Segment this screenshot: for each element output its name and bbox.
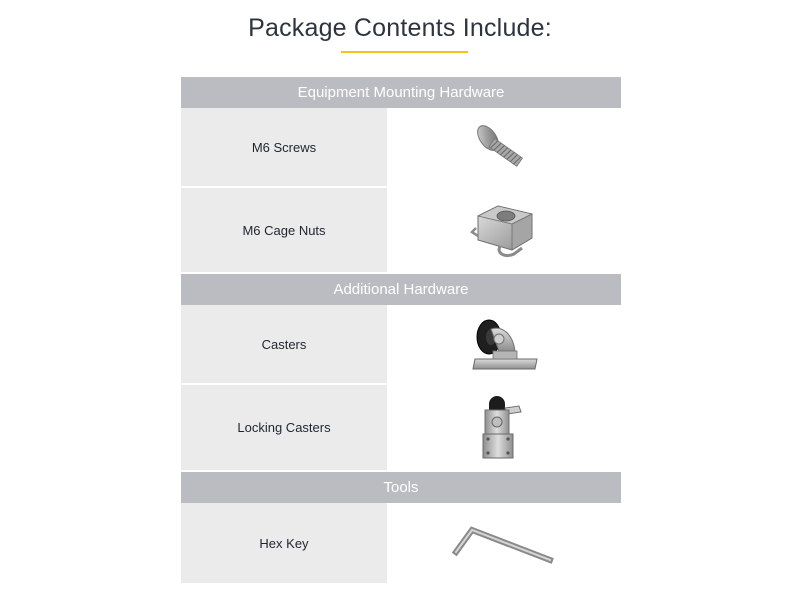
item-image-cell [389, 188, 621, 272]
section-header-tools: Tools [181, 472, 621, 503]
item-label: Hex Key [181, 503, 389, 583]
page-title: Package Contents Include: [248, 14, 552, 42]
hex-key-icon [450, 518, 560, 568]
item-label: Casters [181, 305, 389, 383]
item-image-cell [389, 385, 621, 470]
item-label: Locking Casters [181, 385, 389, 470]
item-image-cell [389, 305, 621, 383]
locking-caster-icon [475, 392, 535, 464]
item-image-cell [389, 503, 621, 583]
section-header-additional-hardware: Additional Hardware [181, 274, 621, 305]
item-image-cell [389, 108, 621, 186]
cage-nut-icon [470, 198, 540, 262]
table-row [181, 188, 621, 274]
table-row [181, 503, 621, 583]
screw-icon [470, 117, 540, 177]
table-row [181, 305, 621, 385]
caster-icon [469, 311, 541, 377]
item-label: M6 Cage Nuts [181, 188, 389, 272]
title-underline [341, 51, 468, 53]
section-header-equipment-mounting-hardware: Equipment Mounting Hardware [181, 77, 621, 108]
table-row [181, 108, 621, 188]
contents-table [181, 77, 621, 583]
item-label: M6 Screws [181, 108, 389, 186]
table-row [181, 385, 621, 472]
